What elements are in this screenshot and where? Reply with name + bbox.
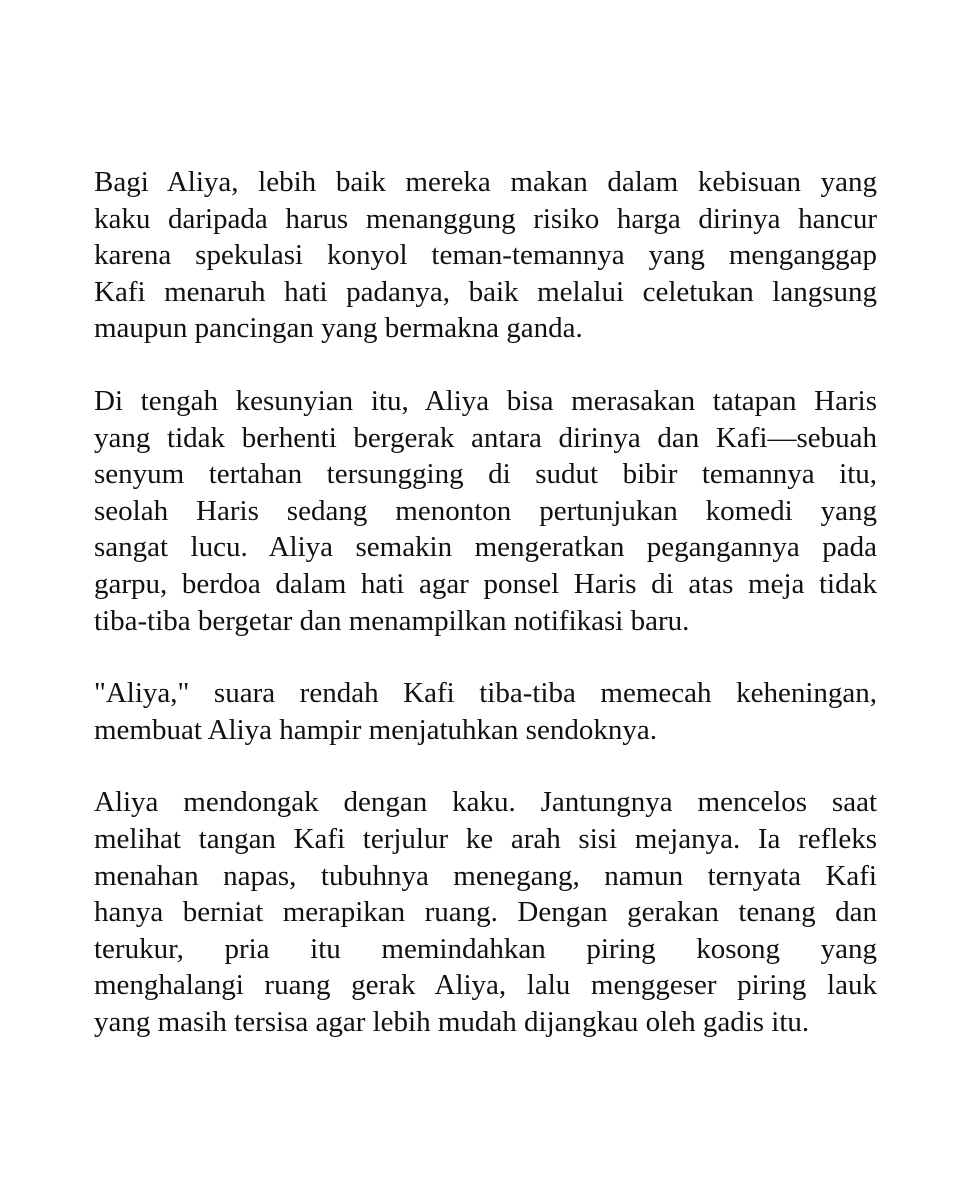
document-body	[94, 164, 877, 1076]
text-line: tiba-tiba bergetar dan menampilkan notifikasi baru.	[94, 604, 690, 637]
text-line: melihat tangan Kafi terjulur ke arah sisi mejanya. Ia refleks	[94, 822, 877, 855]
text-line: Di tengah kesunyian itu, Aliya bisa merasakan tatapan Haris	[94, 384, 877, 417]
paragraph-1	[94, 164, 877, 347]
text-line: yang masih tersisa agar lebih mudah dijangkau oleh gadis itu.	[94, 1005, 810, 1038]
text-line: senyum tertahan tersungging di sudut bibir temannya itu,	[94, 458, 877, 491]
text-line: hanya berniat merapikan ruang. Dengan gerakan tenang dan	[94, 896, 877, 929]
text-line: seolah Haris sedang menonton pertunjukan komedi yang	[94, 494, 877, 527]
paragraph-2	[94, 383, 877, 639]
text-line: Kafi menaruh hati padanya, baik melalui celetukan langsung	[94, 275, 877, 308]
paragraph-4	[94, 784, 877, 1040]
text-line: maupun pancingan yang bermakna ganda.	[94, 312, 583, 345]
text-line: kaku daripada harus menanggung risiko harga dirinya hancur	[94, 202, 877, 235]
paragraph-3	[94, 675, 877, 748]
text-line: garpu, berdoa dalam hati agar ponsel Haris di atas meja tidak	[94, 567, 877, 600]
text-line: "Aliya," suara rendah Kafi tiba-tiba memecah keheningan,	[94, 677, 877, 710]
text-line: Aliya mendongak dengan kaku. Jantungnya mencelos saat	[94, 786, 877, 819]
text-line: Bagi Aliya, lebih baik mereka makan dalam kebisuan yang	[94, 166, 877, 198]
text-line: menghalangi ruang gerak Aliya, lalu menggeser piring lauk	[94, 969, 877, 1002]
text-line: sangat lucu. Aliya semakin mengeratkan pegangannya pada	[94, 531, 877, 564]
text-line: terukur, pria itu memindahkan piring kosong yang	[94, 932, 877, 965]
text-line: membuat Aliya hampir menjatuhkan sendoknya.	[94, 713, 657, 746]
text-line: karena spekulasi konyol teman-temannya yang menganggap	[94, 239, 877, 272]
text-line: yang tidak berhenti bergerak antara dirinya dan Kafi—sebuah	[94, 421, 877, 454]
text-line: menahan napas, tubuhnya menegang, namun ternyata Kafi	[94, 859, 877, 892]
